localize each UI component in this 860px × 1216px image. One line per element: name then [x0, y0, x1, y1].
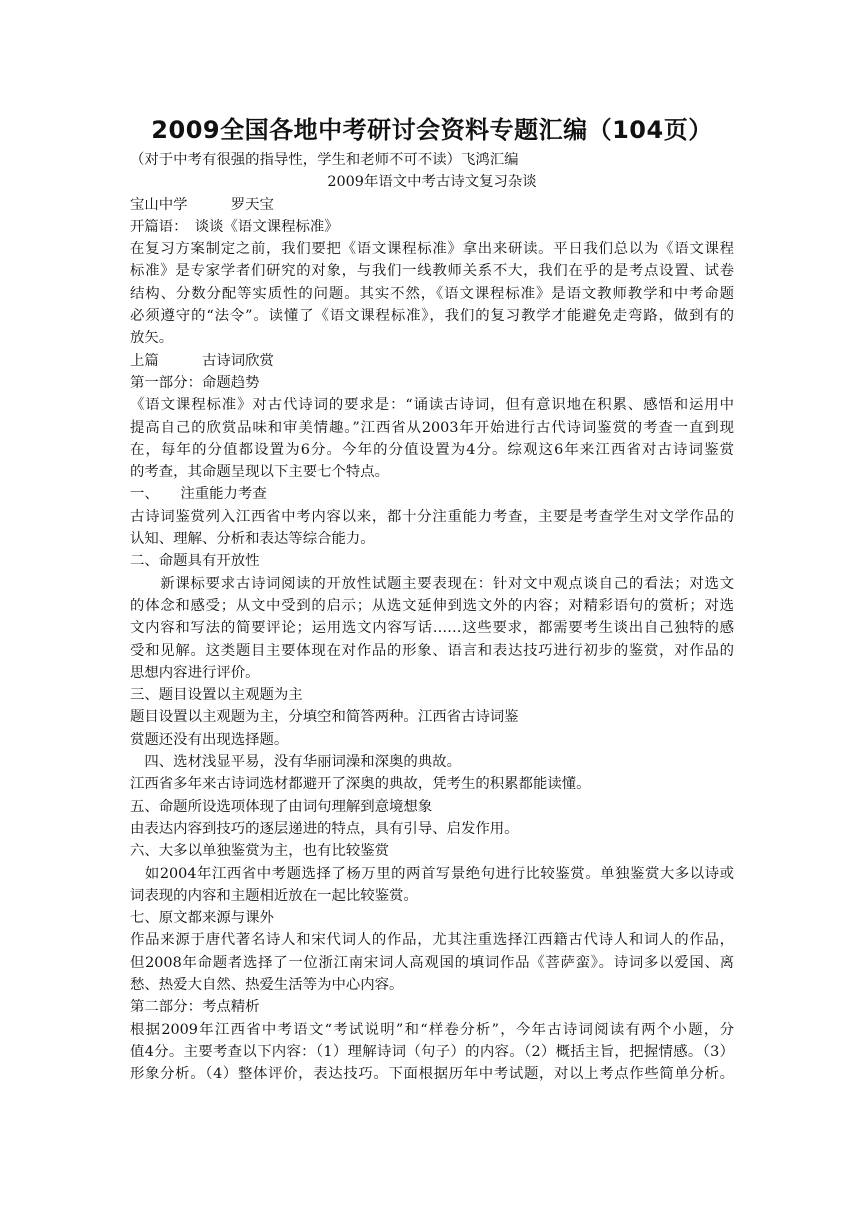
paragraph-line: 在复习方案制定之前，我们要把《语文课程标准》拿出来研读。平日我们总以为《语文课程 [130, 241, 734, 258]
section-heading: 上篇 古诗词欣赏 [130, 352, 274, 369]
paragraph-line: 但2008年命题者选择了一位浙江南宋词人高观国的填词作品《菩萨蛮》。诗词多以爱国、离 [130, 954, 734, 971]
paragraph-line: 如2004年江西省中考题选择了杨万里的两首写景绝句进行比较鉴赏。单独鉴赏大多以诗或 [130, 865, 734, 882]
section-heading: 三、题目设置以主观题为主 [130, 687, 303, 704]
paragraph-line: 赏题还没有出现选择题。 [130, 731, 289, 748]
section-heading: 第二部分：考点精析 [130, 999, 260, 1016]
paragraph-line: 思想内容进行评价。 [130, 664, 260, 681]
paragraph-line: 的体念和感受；从文中受到的启示；从选文延伸到选文外的内容；对精彩语句的赏析；对选 [130, 597, 734, 614]
paragraph-line: 必须遵守的“法令”。读懂了《语文课程标准》，我们的复习教学才能避免走弯路，做到有的 [130, 308, 734, 325]
paragraph-line: 作品来源于唐代著名诗人和宋代词人的作品，尤其注重选择江西籍古代诗人和词人的作品， [130, 932, 734, 949]
section-heading: 第一部分：命题趋势 [130, 374, 260, 391]
document-title: 2009全国各地中考研讨会资料专题汇编（104页） [151, 116, 713, 144]
section-heading: 六、大多以单独鉴赏为主，也有比较鉴赏 [130, 843, 390, 860]
section-heading: 二、命题具有开放性 [130, 553, 260, 570]
paragraph-line: 由表达内容到技巧的逐层递进的特点，具有引导、启发作用。 [130, 820, 519, 837]
paragraph-line: 根据2009年江西省中考语文“考试说明”和“样卷分析”，今年古诗词阅读有两个小题，分 [130, 1021, 734, 1038]
section-heading: 七、原文都来源与课外 [130, 910, 274, 927]
article-title: 2009年语文中考古诗文复习杂谈 [327, 174, 537, 191]
paragraph-line: 新课标要求古诗词阅读的开放性试题主要表现在：针对文中观点谈自己的看法；对选文 [130, 575, 734, 592]
paragraph-line: 愁、热爱大自然、热爱生活等为中心内容。 [130, 976, 404, 993]
paragraph-line: 江西省多年来古诗词选材都避开了深奥的典故，凭考生的积累都能读懂。 [130, 776, 591, 793]
document-body [130, 149, 734, 1085]
author-line: 宝山中学 罗天宝 [130, 196, 274, 213]
paragraph-line: 形象分析。（4）整体评价，表达技巧。下面根据历年中考试题，对以上考点作些简单分析。 [130, 1066, 734, 1083]
section-heading: 开篇语： 谈谈《语文课程标准》 [130, 218, 339, 235]
paragraph-line: 词表现的内容和主题相近放在一起比较鉴赏。 [130, 887, 418, 904]
section-heading: 五、命题所设选项体现了由词句理解到意境想象 [130, 798, 433, 815]
subtitle-note: （对于中考有很强的指导性，学生和老师不可不读）飞鸿汇编 [130, 152, 519, 168]
paragraph-line: 认知、理解、分析和表达等综合能力。 [130, 531, 375, 548]
section-heading: 四、选材浅显平易，没有华丽词澡和深奥的典故。 [130, 754, 461, 771]
paragraph-line: 值4分。主要考查以下内容：（1）理解诗词（句子）的内容。（2）概括主旨，把握情感。（3） [130, 1043, 734, 1060]
paragraph-line: 标准》是专家学者们研究的对象，与我们一线教师关系不大，我们在乎的是考点设置、试卷 [130, 263, 734, 280]
paragraph-line: 《语文课程标准》对古代诗词的要求是：“诵读古诗词，但有意识地在积累、感悟和运用中 [130, 397, 734, 414]
paragraph-line: 文内容和写法的简要评论；运用选文内容写话……这些要求，都需要考生谈出自己独特的感 [130, 620, 734, 637]
paragraph-line: 受和见解。这类题目主要体现在对作品的形象、语言和表达技巧进行初步的鉴赏，对作品的 [130, 642, 734, 659]
document-page [130, 0, 734, 1085]
paragraph-line: 古诗词鉴赏列入江西省中考内容以来，都十分注重能力考查，主要是考查学生对文学作品的 [130, 508, 734, 525]
paragraph-line: 的考查，其命题呈现以下主要七个特点。 [130, 464, 390, 481]
paragraph-line: 在，每年的分值都设置为6分。今年的分值设置为4分。综观这6年来江西省对古诗词鉴赏 [130, 441, 734, 458]
paragraph-line: 题目设置以主观题为主，分填空和简答两种。江西省古诗词鉴 [130, 709, 519, 726]
paragraph-line: 放矢。 [130, 330, 174, 347]
section-heading: 一、 注重能力考查 [130, 486, 267, 503]
paragraph-line: 提高自己的欣赏品味和审美情趣。”江西省从2003年开始进行古代诗词鉴赏的考查一直到现 [130, 419, 734, 436]
paragraph-line: 结构、分数分配等实质性的问题。其实不然，《语文课程标准》是语文教师教学和中考命题 [130, 285, 734, 302]
